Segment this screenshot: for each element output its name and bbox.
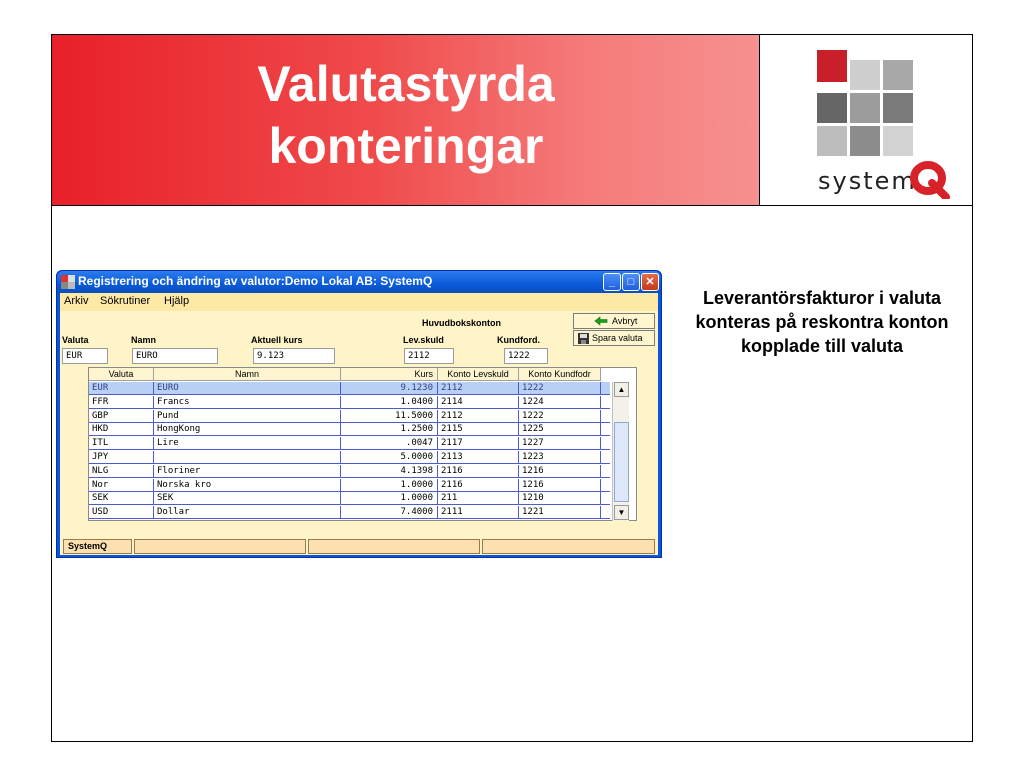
cell-valuta: ITL	[89, 437, 154, 450]
cell-konto-levskuld: 2111	[438, 506, 519, 519]
scroll-up-button[interactable]	[614, 382, 629, 397]
scroll-down-button[interactable]	[614, 505, 629, 520]
column-header-kurs[interactable]: Kurs	[341, 368, 438, 381]
logo-q-icon	[910, 161, 950, 199]
cell-konto-kundfodr: 1222	[519, 382, 601, 395]
table-row[interactable]	[89, 492, 610, 505]
cell-valuta: USD	[89, 506, 154, 519]
table-row[interactable]	[89, 423, 610, 436]
logo-mosaic-icon	[817, 50, 947, 160]
menu-arkiv[interactable]: Arkiv	[64, 295, 89, 307]
close-button[interactable]	[641, 273, 659, 291]
cell-valuta: Nor	[89, 479, 154, 492]
table-row[interactable]	[89, 465, 610, 478]
cell-kurs: 4.1398	[341, 465, 438, 478]
cell-kurs: 1.0000	[341, 492, 438, 505]
app-window	[56, 270, 662, 558]
menu-hjalp[interactable]: Hjälp	[164, 295, 190, 307]
maximize-button[interactable]	[622, 273, 640, 291]
label-namn: Namn	[131, 335, 157, 345]
cell-valuta: JPY	[89, 451, 154, 464]
label-aktuell-kurs: Aktuell kurs	[251, 335, 303, 345]
cell-kurs: 5.0000	[341, 451, 438, 464]
lev-skuld-field[interactable]: 2112	[404, 348, 454, 364]
cell-valuta: NLG	[89, 465, 154, 478]
status-segment-4	[482, 539, 655, 554]
status-segment-2	[134, 539, 306, 554]
window-title: Registrering och ändring av valutor:Demo Lokal AB: SystemQ	[78, 274, 433, 288]
table-row[interactable]	[89, 410, 610, 423]
aktuell-kurs-field[interactable]: 9.123	[253, 348, 335, 364]
cell-konto-kundfodr: 1216	[519, 465, 601, 478]
cell-konto-kundfodr: 1222	[519, 410, 601, 423]
cell-konto-kundfodr: 1216	[519, 479, 601, 492]
window-titlebar[interactable]	[57, 271, 661, 293]
avbryt-button[interactable]	[573, 313, 655, 329]
save-disk-icon	[578, 333, 589, 344]
close-icon: ✕	[645, 276, 655, 288]
app-icon	[61, 275, 75, 289]
section-label-huvudbokskonton: Huvudbokskonton	[422, 318, 501, 328]
arrow-down-icon: ▼	[617, 508, 626, 517]
status-bar	[63, 539, 655, 554]
cell-kurs: .0047	[341, 437, 438, 450]
cell-namn: Floriner	[154, 465, 341, 478]
namn-field[interactable]: EURO	[132, 348, 218, 364]
kundford-field[interactable]: 1222	[504, 348, 548, 364]
cell-kurs: 1.0400	[341, 396, 438, 409]
label-valuta: Valuta	[62, 335, 89, 345]
logo	[760, 35, 972, 206]
cell-konto-levskuld: 2112	[438, 382, 519, 395]
cell-konto-levskuld: 2113	[438, 451, 519, 464]
cell-namn: Dollar	[154, 506, 341, 519]
cell-kurs: 1.2500	[341, 423, 438, 436]
menu-sokrutiner[interactable]: Sökrutiner	[100, 295, 151, 307]
window-client	[60, 293, 658, 555]
spara-valuta-label: Spara valuta	[592, 333, 643, 343]
cell-namn: Francs	[154, 396, 341, 409]
maximize-icon: □	[627, 276, 635, 288]
arrow-up-icon: ▲	[617, 385, 626, 394]
cell-konto-levskuld: 2114	[438, 396, 519, 409]
cell-namn: Lire	[154, 437, 341, 450]
cell-namn: Norska kro	[154, 479, 341, 492]
menubar	[60, 293, 658, 311]
table-row[interactable]	[89, 382, 610, 395]
cell-namn: SEK	[154, 492, 341, 505]
table-row[interactable]	[89, 506, 610, 519]
cell-valuta: FFR	[89, 396, 154, 409]
cell-konto-levskuld: 211	[438, 492, 519, 505]
cell-valuta: GBP	[89, 410, 154, 423]
cell-konto-levskuld: 2116	[438, 479, 519, 492]
vertical-scrollbar[interactable]	[612, 382, 629, 521]
cell-konto-levskuld: 2115	[438, 423, 519, 436]
status-segment-app: SystemQ	[63, 539, 132, 554]
cell-konto-kundfodr: 1225	[519, 423, 601, 436]
column-header-valuta[interactable]: Valuta	[89, 368, 154, 381]
cell-namn: HongKong	[154, 423, 341, 436]
valuta-table	[88, 367, 637, 521]
cell-namn	[154, 451, 341, 464]
valuta-field[interactable]: EUR	[62, 348, 108, 364]
label-lev-skuld: Lev.skuld	[403, 335, 444, 345]
column-header-konto-levskuld[interactable]: Konto Levskuld	[438, 368, 519, 381]
status-segment-3	[308, 539, 480, 554]
table-row[interactable]	[89, 437, 610, 450]
cell-konto-kundfodr: 1227	[519, 437, 601, 450]
cell-kurs: 11.5000	[341, 410, 438, 423]
cell-konto-kundfodr: 1223	[519, 451, 601, 464]
cell-namn: EURO	[154, 382, 341, 395]
table-row[interactable]	[89, 451, 610, 464]
cell-konto-levskuld: 2116	[438, 465, 519, 478]
column-header-konto-kundfodr[interactable]: Konto Kundfodr	[519, 368, 601, 381]
minimize-button[interactable]	[603, 273, 621, 291]
label-kundford: Kundford.	[497, 335, 540, 345]
table-row[interactable]	[89, 396, 610, 409]
logo-wordmark: system	[818, 167, 917, 195]
title-band	[52, 35, 760, 206]
cell-kurs: 1.0000	[341, 479, 438, 492]
cell-valuta: EUR	[89, 382, 154, 395]
cell-konto-levskuld: 2117	[438, 437, 519, 450]
side-note: Leverantörsfakturor i valuta konteras på reskontra konton kopplade till valuta	[695, 288, 949, 356]
slide-title	[52, 53, 760, 177]
minimize-icon: _	[608, 276, 616, 288]
cell-valuta: HKD	[89, 423, 154, 436]
cell-kurs: 7.4000	[341, 506, 438, 519]
cell-valuta: SEK	[89, 492, 154, 505]
arrow-left-icon	[594, 316, 608, 326]
slide-title-line2: konteringar	[268, 118, 544, 174]
cell-kurs: 9.1230	[341, 382, 438, 395]
spara-valuta-button[interactable]	[573, 330, 655, 346]
cell-konto-kundfodr: 1210	[519, 492, 601, 505]
slide-title-line1: Valutastyrda	[257, 56, 555, 112]
cell-konto-kundfodr: 1221	[519, 506, 601, 519]
cell-konto-levskuld: 2112	[438, 410, 519, 423]
cell-konto-kundfodr: 1224	[519, 396, 601, 409]
cell-namn: Pund	[154, 410, 341, 423]
table-row[interactable]	[89, 479, 610, 492]
scroll-thumb[interactable]	[614, 422, 629, 502]
column-header-namn[interactable]: Namn	[154, 368, 341, 381]
avbryt-label: Avbryt	[612, 316, 638, 326]
